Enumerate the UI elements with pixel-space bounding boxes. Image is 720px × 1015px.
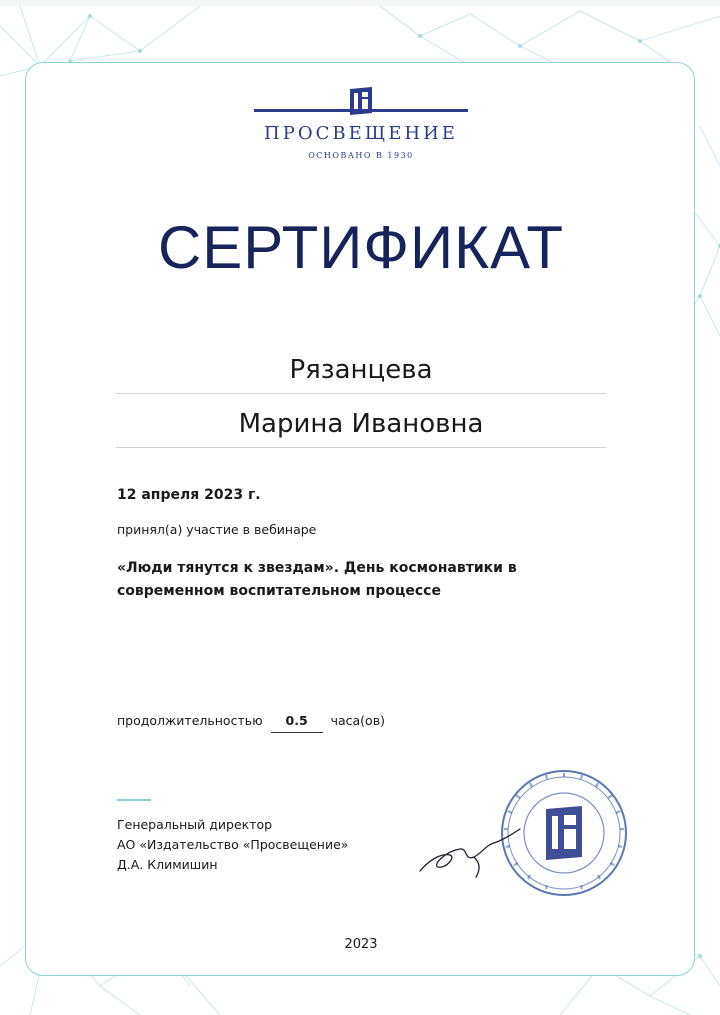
signatory-block [117, 815, 348, 875]
logo-mark-icon [348, 85, 374, 117]
certificate-page [0, 6, 720, 1015]
event-date: 12 апреля 2023 г. [117, 487, 261, 503]
logo-rule-left [254, 109, 362, 112]
publisher-tagline: ОСНОВАНО В 1930 [308, 151, 414, 160]
signatory-company: АО «Издательство «Просвещение» [117, 837, 349, 852]
certificate-title: СЕРТИФИКАТ [157, 214, 565, 281]
signatory-position: Генеральный директор [117, 817, 273, 832]
publisher-name: ПРОСВЕЩЕНИЕ [264, 123, 458, 144]
duration-prefix: продолжительностью [117, 713, 263, 728]
certificate-year: 2023 [344, 937, 378, 952]
publisher-logo [26, 85, 696, 121]
recipient-given-names: Марина Ивановна [116, 409, 606, 448]
participation-text: принял(а) участие в вебинаре [117, 522, 317, 537]
duration-value: 0.5 [271, 713, 323, 733]
duration-suffix: часа(ов) [330, 713, 385, 728]
logo-rule-right [360, 109, 468, 112]
signature-icon [416, 823, 526, 883]
certificate-frame [25, 62, 695, 976]
accent-rule [117, 799, 151, 801]
webinar-title: «Люди тянутся к звездам». День космонавтики в современном воспитательном процессе [117, 560, 517, 599]
signatory-name: Д.А. Климишин [117, 857, 218, 872]
duration-line [117, 713, 385, 733]
recipient-surname: Рязанцева [116, 355, 606, 394]
